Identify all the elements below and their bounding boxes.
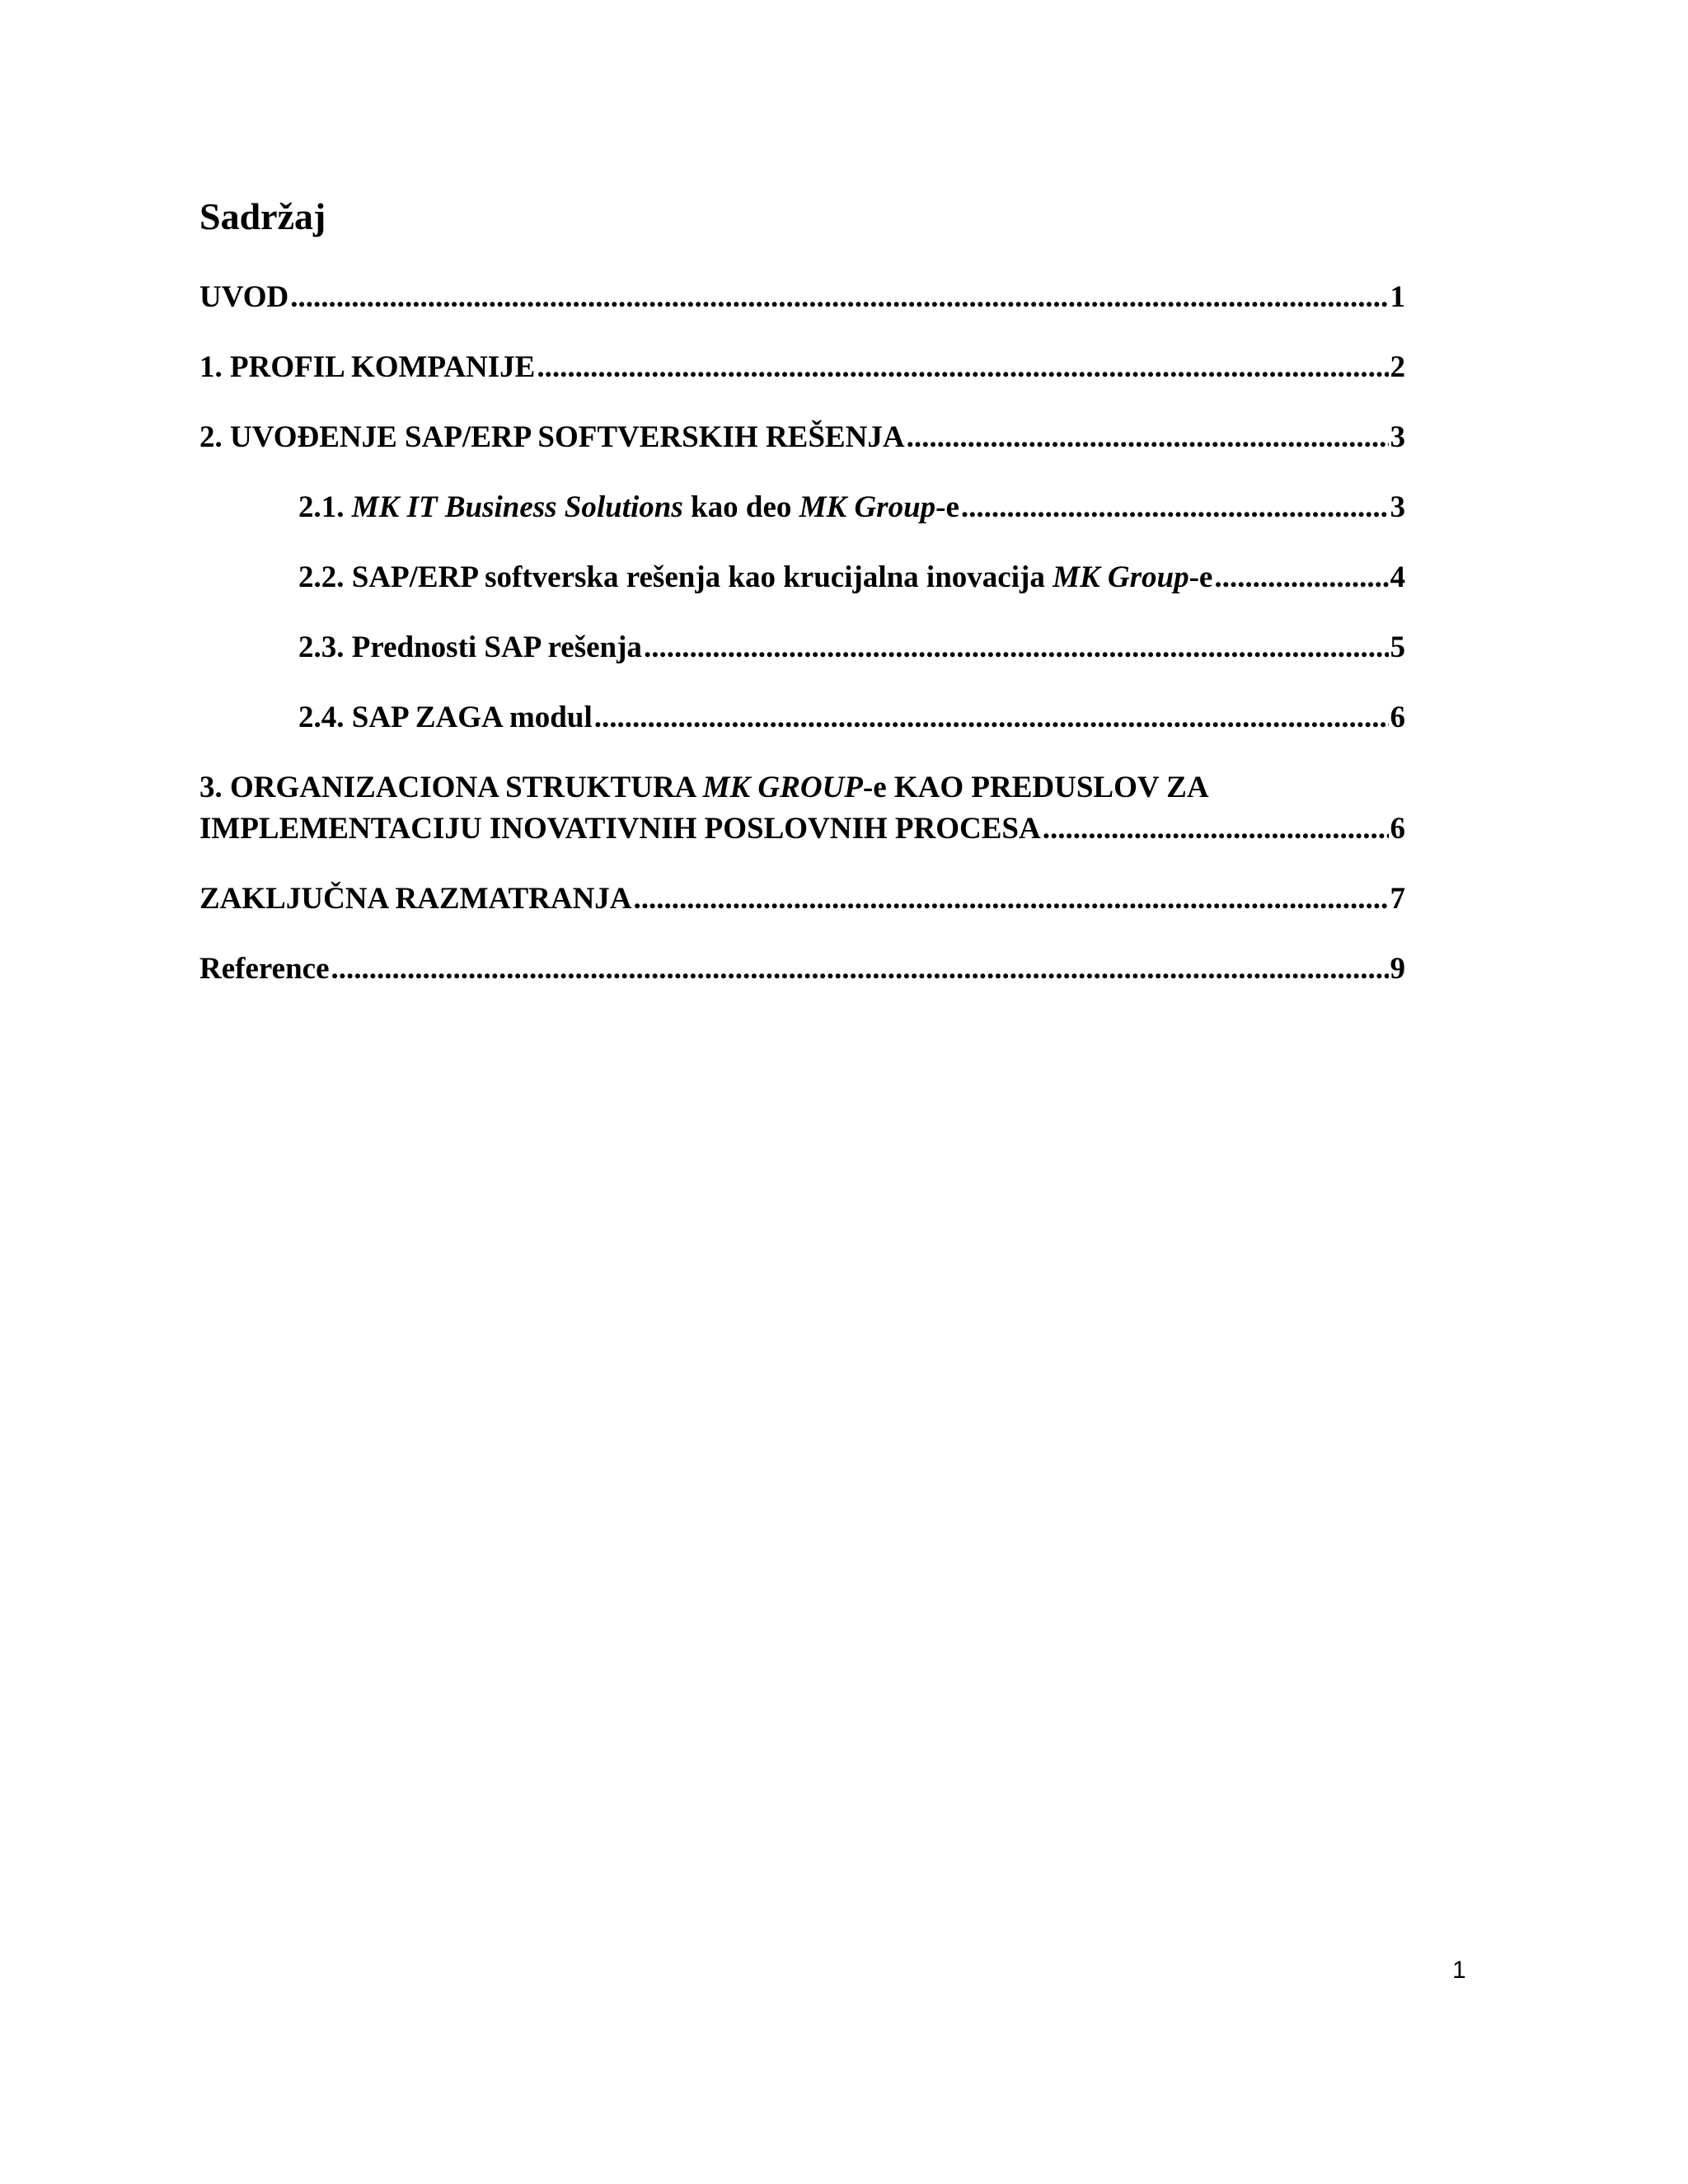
toc-entry-page: 4 xyxy=(1390,560,1405,594)
toc-entry-page: 7 xyxy=(1390,882,1405,916)
toc-title: Sadržaj xyxy=(199,195,326,237)
dot-leader xyxy=(1214,557,1388,598)
dot-leader xyxy=(634,879,1389,920)
toc-entry-label: 3. ORGANIZACIONA STRUKTURA MK GROUP-e KAO PREDUSLOV ZA xyxy=(199,771,1209,804)
toc-entry-2-4[interactable] xyxy=(199,697,1405,738)
toc-entry-page: 1 xyxy=(1390,280,1405,314)
dot-leader xyxy=(961,487,1389,528)
toc-entry-page: 3 xyxy=(1390,490,1405,524)
toc-entry-organizaciona-struktura[interactable] xyxy=(199,767,1405,850)
toc-entry-label: UVOD xyxy=(199,280,289,314)
toc-entry-page: 3 xyxy=(1390,420,1405,454)
toc-entry-label: ZAKLJUČNA RAZMATRANJA xyxy=(199,882,632,916)
toc-entry-uvodjenje-sap-erp[interactable] xyxy=(199,417,1405,458)
toc-entry-zakljucna-razmatranja[interactable] xyxy=(199,879,1405,920)
toc-entry-label: 2.4. SAP ZAGA modul xyxy=(298,701,593,734)
toc-entry-label: 1. PROFIL KOMPANIJE xyxy=(199,350,536,384)
toc-entry-2-2[interactable] xyxy=(199,557,1405,598)
toc-entry-reference[interactable] xyxy=(199,949,1405,990)
footer-page-number: 1 xyxy=(1452,1957,1466,1984)
dot-leader xyxy=(907,417,1389,458)
toc-entry-page: 6 xyxy=(1390,701,1405,734)
toc-entry-label: 2.2. SAP/ERP softverska rešenja kao krucijalna inovacija MK Group-e xyxy=(298,560,1213,594)
toc-entry-label: 2.1. MK IT Business Solutions kao deo MK Group-e xyxy=(298,490,959,524)
toc-entry-page: 9 xyxy=(1390,952,1405,986)
toc-entry-page: 6 xyxy=(1390,812,1405,846)
dot-leader xyxy=(537,347,1388,388)
table-of-contents xyxy=(199,277,1405,990)
dot-leader xyxy=(331,949,1389,990)
dot-leader xyxy=(594,697,1389,738)
toc-entry-page: 2 xyxy=(1390,350,1405,384)
dot-leader xyxy=(644,627,1389,668)
toc-entry-label: 2.3. Prednosti SAP rešenja xyxy=(298,630,642,664)
toc-entry-profil-kompanije[interactable] xyxy=(199,347,1405,388)
dot-leader xyxy=(1043,808,1389,850)
dot-leader xyxy=(290,277,1388,318)
toc-entry-label: Reference xyxy=(199,952,330,986)
toc-entry-label: 2. UVOĐENJE SAP/ERP SOFTVERSKIH REŠENJA xyxy=(199,420,905,454)
toc-entry-uvod[interactable] xyxy=(199,277,1405,318)
toc-entry-2-3[interactable] xyxy=(199,627,1405,668)
toc-entry-2-1[interactable] xyxy=(199,487,1405,528)
toc-entry-label-continued: IMPLEMENTACIJU INOVATIVNIH POSLOVNIH PROCESA xyxy=(199,812,1041,846)
toc-entry-page: 5 xyxy=(1390,630,1405,664)
